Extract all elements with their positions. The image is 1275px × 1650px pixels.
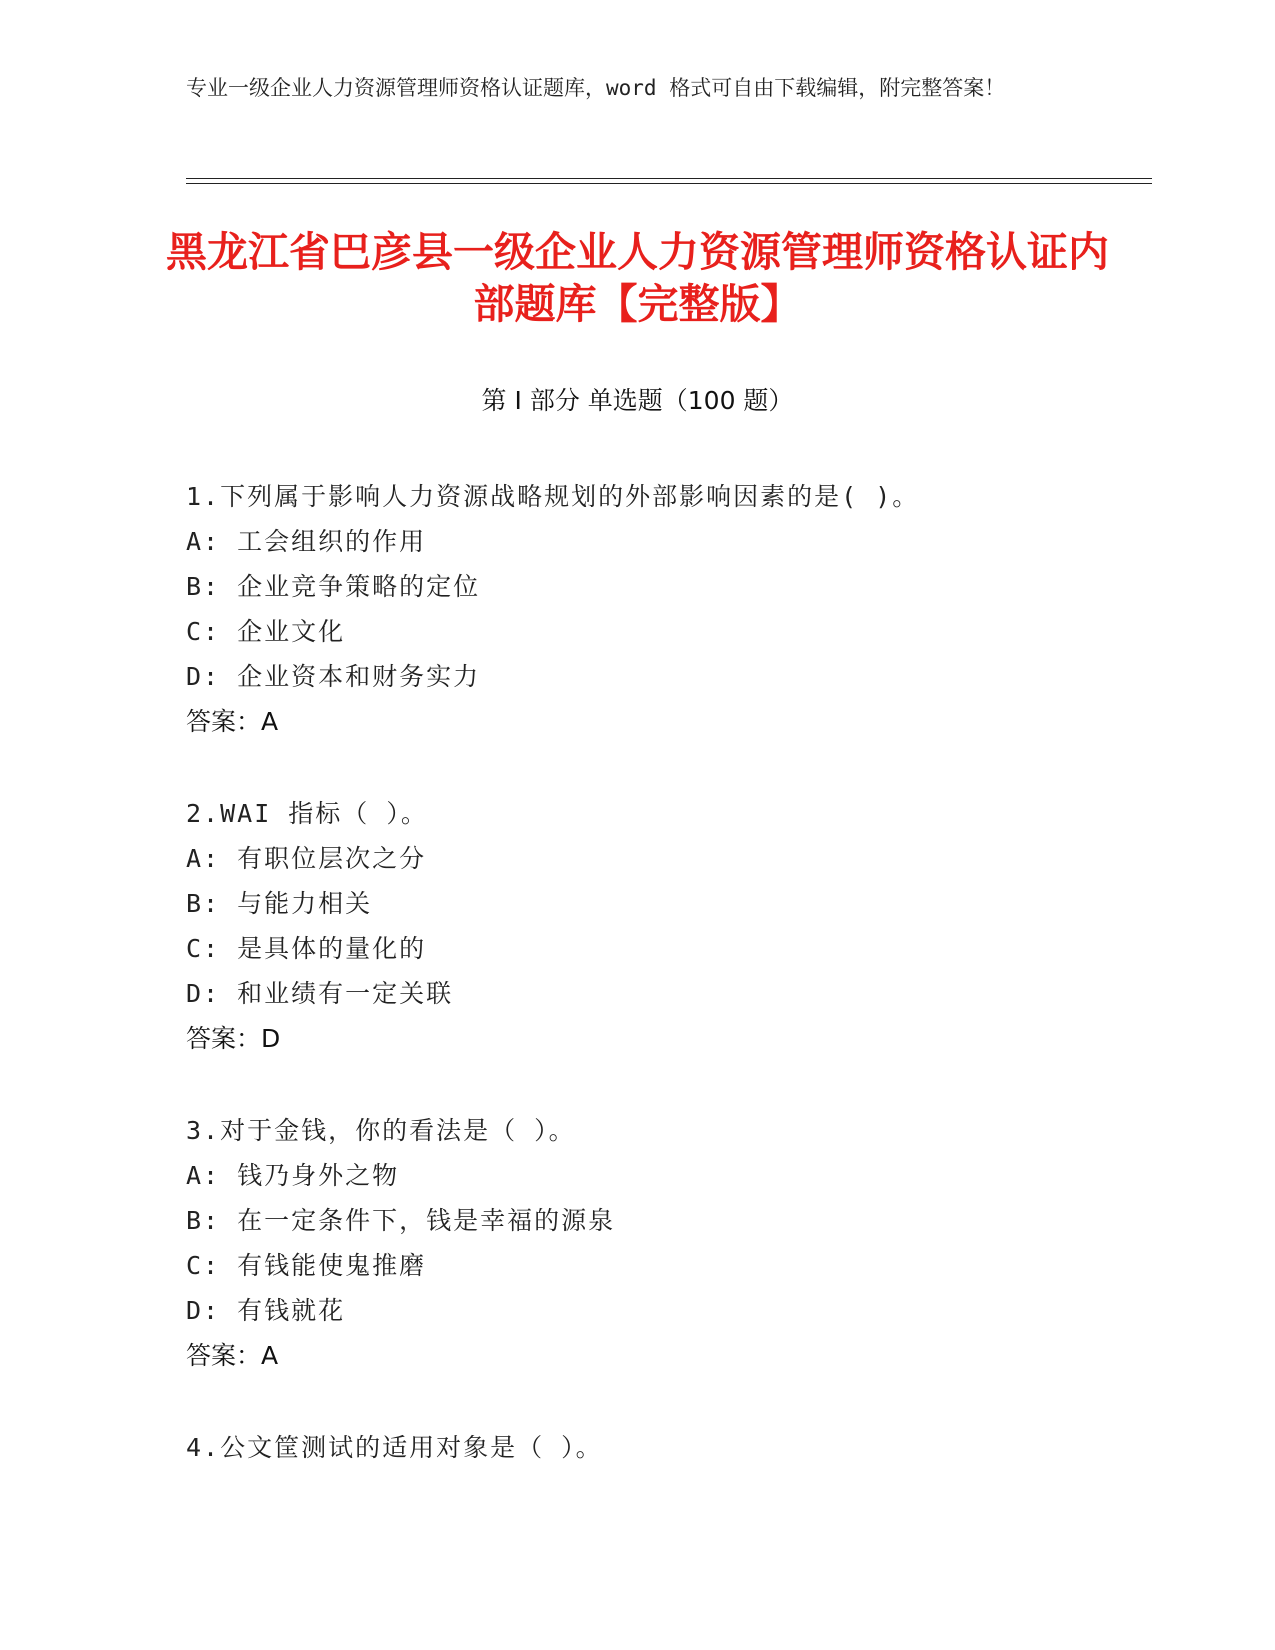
question-stem: 4.公文筐测试的适用对象是（ ）。 bbox=[186, 1433, 603, 1462]
header-note: 专业一级企业人力资源管理师资格认证题库，word 格式可自由下载编辑，附完整答案！ bbox=[186, 76, 1006, 100]
question-stem: 3.对于金钱，你的看法是（ ）。 bbox=[186, 1116, 576, 1145]
question-option: B: 企业竞争策略的定位 bbox=[186, 572, 481, 601]
question-stem: 1.下列属于影响人力资源战略规划的外部影响因素的是( )。 bbox=[186, 482, 920, 511]
question-answer: 答案：A bbox=[186, 707, 279, 736]
question-list bbox=[186, 474, 1086, 1517]
question-option: A: 钱乃身外之物 bbox=[186, 1161, 400, 1190]
question-option: D: 和业绩有一定关联 bbox=[186, 979, 454, 1008]
header-divider-top bbox=[186, 178, 1152, 179]
question-item bbox=[186, 1425, 1086, 1470]
question-option: A: 工会组织的作用 bbox=[186, 527, 427, 556]
question-option: A: 有职位层次之分 bbox=[186, 844, 427, 873]
section-title: 第 I 部分 单选题（100 题） bbox=[481, 386, 794, 415]
question-item bbox=[186, 791, 1086, 1061]
document-title: 黑龙江省巴彦县一级企业人力资源管理师资格认证内部题库【完整版】 bbox=[166, 228, 1109, 328]
question-stem: 2.WAI 指标（ ）。 bbox=[186, 799, 428, 828]
question-answer: 答案：D bbox=[186, 1024, 281, 1053]
question-option: B: 与能力相关 bbox=[186, 889, 373, 918]
question-option: C: 企业文化 bbox=[186, 617, 346, 646]
question-option: D: 企业资本和财务实力 bbox=[186, 662, 481, 691]
question-answer: 答案：A bbox=[186, 1341, 279, 1370]
question-item bbox=[186, 1108, 1086, 1378]
question-option: C: 是具体的量化的 bbox=[186, 934, 427, 963]
question-option: C: 有钱能使鬼推磨 bbox=[186, 1251, 427, 1280]
header-divider-bottom bbox=[186, 183, 1152, 184]
question-item bbox=[186, 474, 1086, 744]
question-option: B: 在一定条件下，钱是幸福的源泉 bbox=[186, 1206, 616, 1235]
question-option: D: 有钱就花 bbox=[186, 1296, 346, 1325]
